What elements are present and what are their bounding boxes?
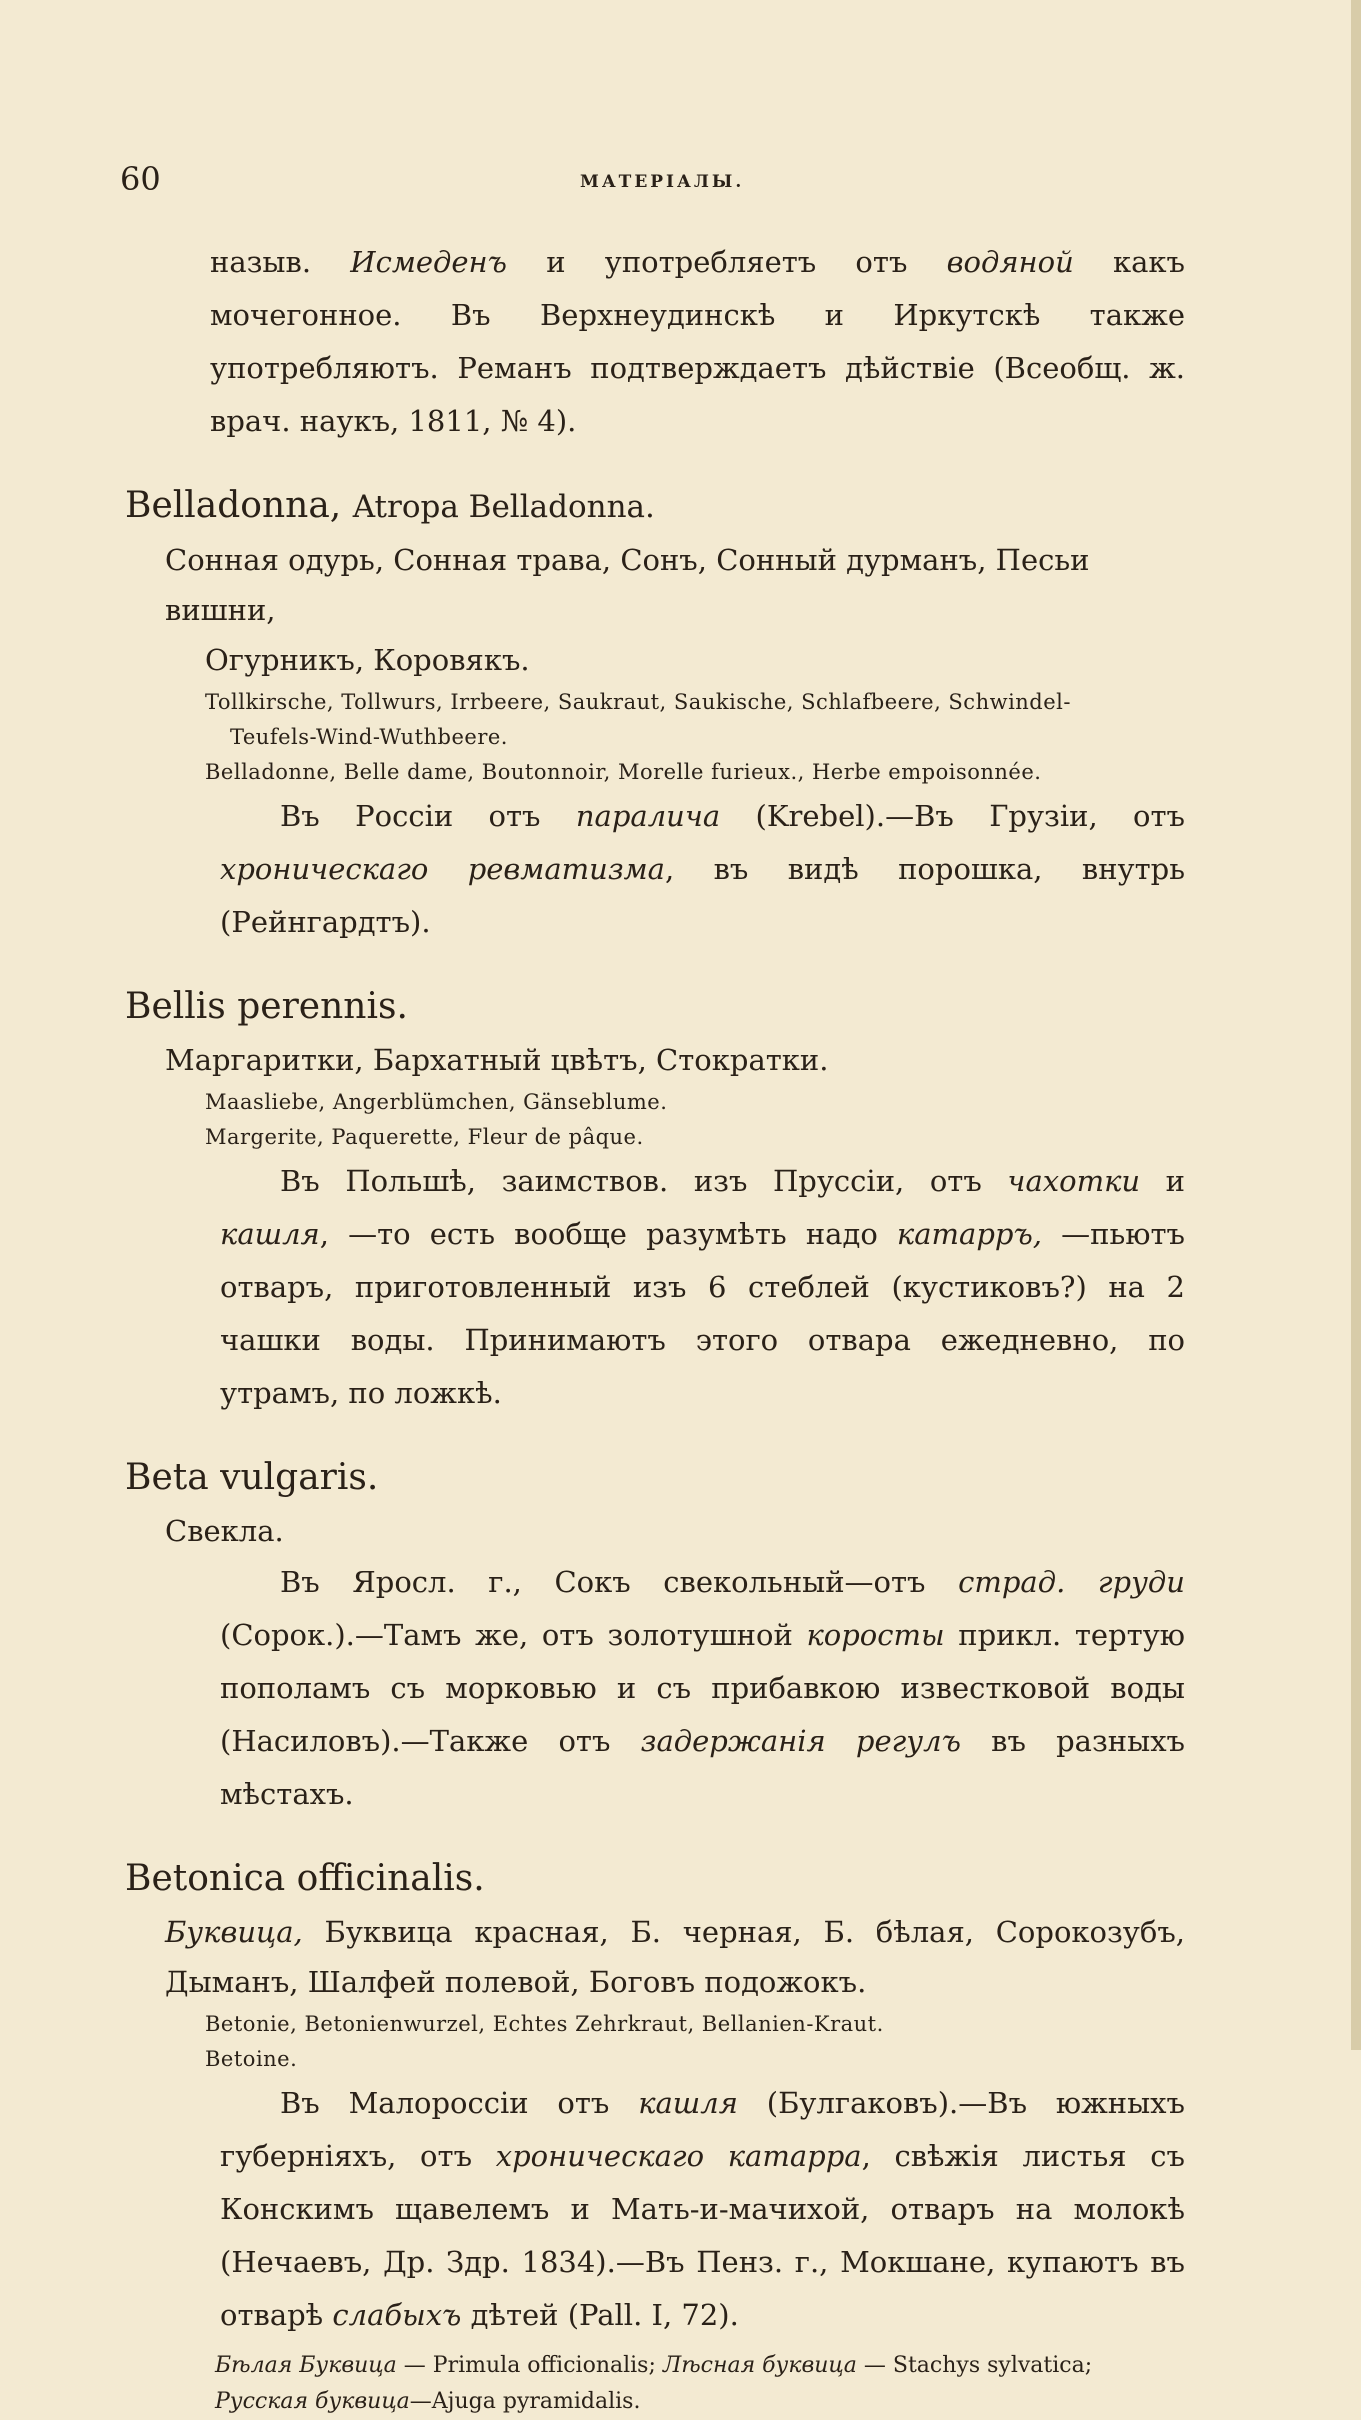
text-run-italic: Буквица, — [165, 1915, 303, 1949]
entry-betonica — [125, 1851, 1185, 2420]
entry-beta — [125, 1450, 1185, 1821]
text-run: прикл. тертую пополамъ съ морковью и съ прибавкою известковой воды (Насиловъ).—Также отъ — [220, 1618, 1186, 1758]
french-names: Belladonne, Belle dame, Boutonnoir, Morelle furieux., Herbe empoisonnée. — [205, 760, 1042, 784]
text-run: и — [1140, 1164, 1185, 1198]
text-run: , свѣжiя листья съ Конскимъ щавелемъ и Мать-и-мачихой, отваръ на молокѣ (Нечаевъ, Др. Здр. 1834).—Въ Пенз. г., Мокшане, купаютъ въ отварѣ — [220, 2139, 1185, 2332]
text-run: въ разныхъ мѣстахъ. — [220, 1724, 1185, 1811]
text-run: и употребляетъ отъ — [507, 245, 947, 279]
text-run: Буквица красная, Б. черная, Б. бѣлая, Сорокозубъ, Дыманъ, Шалфей полевой, Боговъ подожокъ. — [165, 1915, 1185, 1999]
text-run: Въ Россiи отъ — [280, 799, 576, 833]
text-run: —пьютъ отваръ, приготовленный изъ 6 стеблей (кустиковъ?) на 2 чашки воды. Принимаютъ этого отвара ежедневно, по утрамъ, по ложкѣ. — [220, 1217, 1185, 1410]
text-run: назыв. — [210, 245, 351, 279]
text-run: дѣтей (Pall. I, 72). — [461, 2298, 739, 2332]
german-names: Maasliebe, Angerblümchen, Gänseblume. — [205, 1090, 668, 1114]
russian-names: Свекла. — [165, 1514, 284, 1548]
russian-names: Маргаритки, Бархатный цвѣтъ, Стократки. — [165, 1043, 829, 1077]
text-run: , въ видѣ порошка, внутрь (Рейнгардтъ). — [220, 852, 1185, 939]
page-content — [125, 236, 1185, 2420]
text-run-italic: Лѣсная буквица — [662, 2353, 857, 2378]
page-number: 60 — [120, 160, 161, 198]
text-run: какъ мочегонное. Въ Верхнеудинскѣ и Иркутскѣ также употребляютъ. Реманъ подтверждаетъ дѣйствiе (Всеобщ. ж. врач. наукъ, 1811, № 4). — [210, 245, 1185, 438]
entry-text — [125, 2077, 1185, 2342]
text-run-italic: слабыхъ — [332, 2298, 462, 2332]
intro-paragraph — [125, 236, 1185, 448]
names-line: Сонная одурь, Сонная трава, Сонъ, Сонный дурманъ, Песьи вишни, — [165, 543, 1090, 627]
text-run-italic: кашля — [220, 1217, 320, 1251]
german-names: Betonie, Betonienwurzel, Echtes Zehrkraut, Bellanien-Kraut. — [205, 2012, 884, 2036]
entry-note — [125, 2348, 1185, 2420]
text-run-italic: Исмеденъ — [350, 245, 507, 279]
text-run-italic: кашля — [638, 2086, 738, 2120]
text-run-italic: хроническаго ревматизма — [220, 852, 665, 886]
entry-text — [125, 790, 1185, 949]
text-run-italic: катарръ, — [896, 1217, 1042, 1251]
french-names: Betoine. — [205, 2047, 298, 2071]
text-run-italic: паралича — [575, 799, 721, 833]
text-run: (Krebel).—Въ Грузiи, отъ — [720, 799, 1185, 833]
text-run: — Stachys sylvatica; — [856, 2353, 1093, 2378]
entry-title — [125, 478, 1185, 535]
russian-names — [125, 535, 1185, 685]
text-run: — Primula officionalis; — [396, 2353, 663, 2378]
entry-bellis — [125, 979, 1185, 1420]
text-run: Въ Яросл. г., Сокъ свекольный—отъ — [280, 1565, 959, 1599]
entry-title: Betonica officinalis. — [125, 1858, 485, 1899]
entry-belladonna — [125, 478, 1185, 949]
text-run-italic: задержанiя регулъ — [640, 1724, 961, 1758]
text-run-italic: Русская буквица — [215, 2389, 410, 2414]
french-names: Margerite, Paquerette, Fleur de pâque. — [205, 1125, 644, 1149]
text-run-italic: хроническаго катарра — [495, 2139, 862, 2173]
text-run: Въ Польшѣ, заимствов. изъ Пруссiи, отъ — [280, 1164, 1008, 1198]
entry-title: Beta vulgaris. — [125, 1457, 379, 1498]
german-line: Tollkirsche, Tollwurs, Irrbeere, Saukraut, Saukische, Schlafbeere, Schwindel- — [205, 690, 1071, 714]
text-run: —Ajuga pyramidalis. — [409, 2389, 641, 2414]
text-run-italic: водяной — [946, 245, 1074, 279]
entry-title: Bellis perennis. — [125, 986, 408, 1027]
german-line: Teufels-Wind-Wuthbeere. — [230, 725, 508, 749]
names-line: Огурникъ, Коровякъ. — [205, 643, 530, 677]
entry-text — [125, 1556, 1185, 1821]
text-run-italic: Бѣлая Буквица — [215, 2353, 397, 2378]
text-run: , —то есть вообще разумѣть надо — [319, 1217, 897, 1251]
text-run: Въ Малороссiи отъ — [280, 2086, 639, 2120]
latin-synonym: Atropa Belladonna. — [352, 489, 655, 525]
text-run: (Булгаковъ).—Въ южныхъ губернiяхъ, отъ — [220, 2086, 1185, 2173]
german-names — [125, 685, 1185, 755]
latin-name: Belladonna, — [125, 485, 342, 526]
text-run: (Сорок.).—Тамъ же, отъ золотушной — [220, 1618, 807, 1652]
entry-text — [125, 1155, 1185, 1420]
page-header — [120, 160, 1180, 210]
text-run-italic: чахотки — [1007, 1164, 1141, 1198]
page-edge — [1351, 0, 1361, 2050]
text-run-italic: страд. груди — [958, 1565, 1185, 1599]
text-run-italic: коросты — [806, 1618, 945, 1652]
running-title: МАТЕРIАЛЫ. — [580, 172, 745, 192]
russian-names — [125, 1907, 1185, 2007]
